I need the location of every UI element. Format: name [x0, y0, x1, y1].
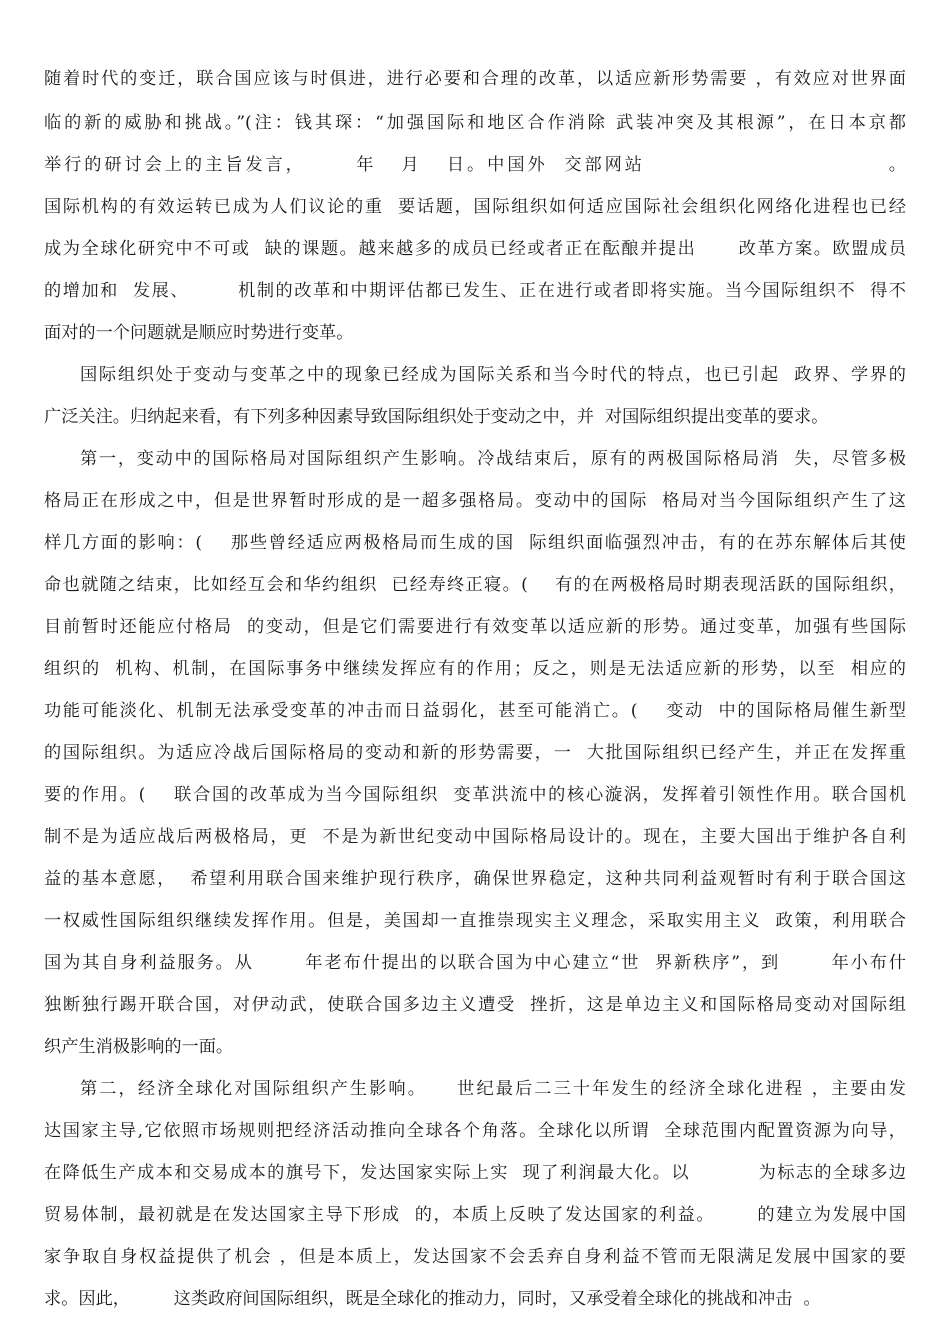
text-line: 格局正在形成之中，但是世界暂时形成的是一超多强格局。变动中的国际 格局对当今国际组织产生了这: [44, 491, 906, 511]
text-line: 举行的研讨会上的主旨发言， 年 月 日。中国外 交部网站 。: [44, 155, 906, 175]
text-line: 样几方面的影响：( 那些曾经适应两极格局而生成的国 际组织面临强烈冲击，有的在苏东解体后其使: [44, 533, 906, 553]
text-line: 家争取自身权益提供了机会 ，但是本质上，发达国家不会丢弃自身利益不管而无限满足发展中国家的要: [44, 1247, 906, 1267]
text-line: 制不是为适应战后两极格局，更 不是为新世纪变动中国际格局设计的。现在，主要大国出于维护各自利: [44, 827, 906, 847]
text-line: 目前暂时还能应付格局 的变动，但是它们需要进行有效变革以适应新的形势。通过变革，加强有些国际: [44, 617, 906, 637]
text-line: 第一，变动中的国际格局对国际组织产生影响。冷战结束后，原有的两极国际格局消 失，尽管多极: [80, 449, 906, 469]
text-line: 临的新的威胁和挑战。”(注：钱其琛：“加强国际和地区合作消除 武装冲突及其根源”，在日本京都: [44, 113, 906, 133]
text-line: 国际组织处于变动与变革之中的现象已经成为国际关系和当今时代的特点，也已引起 政界、学界的: [80, 365, 906, 385]
text-line: 贸易体制，最初就是在发达国家主导下形成 的，本质上反映了发达国家的利益。 的建立为发展中国: [44, 1205, 906, 1225]
text-line: 面对的一个问题就是顺应时势进行变革。: [44, 323, 354, 343]
text-line: 功能可能淡化、机制无法承受变革的冲击而日益弱化，甚至可能消亡。( 变动 中的国际格局催生新型: [44, 701, 906, 721]
text-line: 一权威性国际组织继续发挥作用。但是，美国却一直推崇现实主义理念，采取实用主义 政策，利用联合: [44, 911, 906, 931]
text-line: 成为全球化研究中不可或 缺的课题。越来越多的成员已经或者正在酝酿并提出 改革方案。欧盟成员: [44, 239, 906, 259]
text-line: 第二，经济全球化对国际组织产生影响。 世纪最后二三十年发生的经济全球化进程 ，主要由发: [80, 1079, 906, 1099]
text-line: 广泛关注。归纳起来看，有下列多种因素导致国际组织处于变动之中，并 对国际组织提出变革的要求。: [44, 407, 829, 427]
text-line: 国为其自身利益服务。从 年老布什提出的以联合国为中心建立“世 界新秩序”，到 年小布什: [44, 953, 906, 973]
text-line: 益的基本意愿， 希望利用联合国来维护现行秩序，确保世界稳定，这种共同利益观暂时有利于联合国这: [44, 869, 906, 889]
text-line: 的增加和 发展、 机制的改革和中期评估都已发生、正在进行或者即将实施。当今国际组织不 得不: [44, 281, 906, 301]
text-line: 独断独行踢开联合国，对伊动武，使联合国多边主义遭受 挫折，这是单边主义和国际格局变动对国际组: [44, 995, 906, 1015]
text-line: 达国家主导,它依照市场规则把经济活动推向全球各个角落。全球化以所谓 全球范围内配置资源为向导，: [44, 1121, 906, 1141]
text-line: 的国际组织。为适应冷战后国际格局的变动和新的形势需要，一 大批国际组织已经产生，并正在发挥重: [44, 743, 906, 763]
text-line: 组织的 机构、机制，在国际事务中继续发挥应有的作用；反之，则是无法适应新的形势，以至 相应的: [44, 659, 906, 679]
text-line: 织产生消极影响的一面。: [44, 1037, 234, 1057]
text-line: 命也就随之结束，比如经互会和华约组织 已经寿终正寝。( 有的在两极格局时期表现活跃的国际组织，: [44, 575, 906, 595]
text-line: 国际机构的有效运转已成为人们议论的重 要话题，国际组织如何适应国际社会组织化网络化进程也已经: [44, 197, 906, 217]
text-line: 在降低生产成本和交易成本的旗号下，发达国家实际上实 现了利润最大化。以 为标志的全球多边: [44, 1163, 906, 1183]
text-line: 求。因此， 这类政府间国际组织，既是全球化的推动力，同时，又承受着全球化的挑战和冲击 。: [44, 1289, 821, 1309]
text-line: 要的作用。( 联合国的改革成为当今国际组织 变革洪流中的核心漩涡，发挥着引领性作用。联合国机: [44, 785, 906, 805]
text-line: 随着时代的变迁，联合国应该与时俱进，进行必要和合理的改革，以适应新形势需要 ，有效应对世界面: [44, 69, 906, 89]
